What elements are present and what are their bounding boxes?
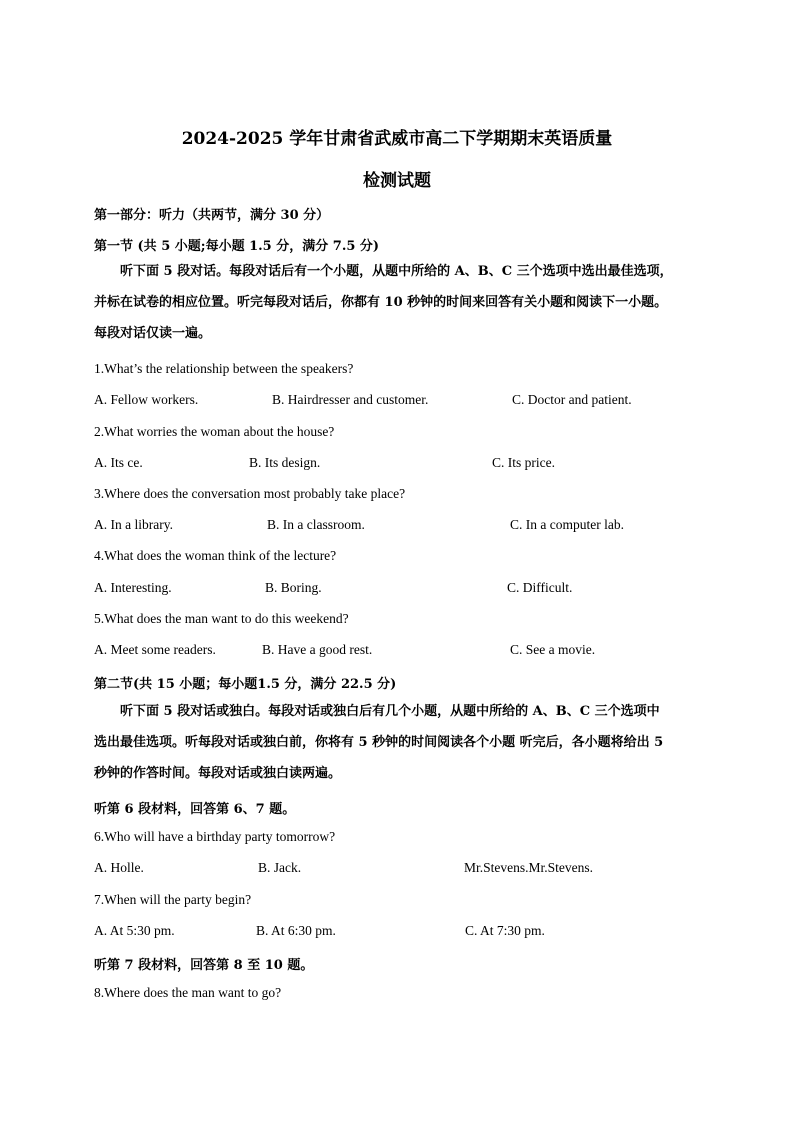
question-4-option-c: C. Difficult. bbox=[507, 580, 573, 595]
instruction-line: 听下面 5 段对话或独白。每段对话或独白后有几个小题，从题中所给的 A、B、C 三个选项中 bbox=[120, 704, 660, 719]
part1-heading: 第一部分：听力（共两节，满分 30 分） bbox=[94, 208, 330, 223]
question-3-option-c: C. In a computer lab. bbox=[510, 517, 624, 532]
question-2-option-c: C. Its price. bbox=[492, 455, 555, 470]
question-5-option-c: C. See a movie. bbox=[510, 642, 596, 657]
question-4-option-b: B. Boring. bbox=[265, 580, 322, 595]
question-7-option-a: A. At 5:30 pm. bbox=[94, 923, 175, 938]
question-3-option-a: A. In a library. bbox=[94, 517, 173, 532]
question-1-option-a: A. Fellow workers. bbox=[94, 392, 199, 407]
exam-title-line1: 2024-2025 学年甘肃省武威市高二下学期期末英语质量 bbox=[181, 129, 613, 149]
question-2: 2.What worries the woman about the house? bbox=[94, 424, 335, 439]
instruction-line: 听下面 5 段对话。每段对话后有一个小题，从题中所给的 A、B、C 三个选项中选出最佳选项， bbox=[120, 264, 673, 279]
question-2-option-b: B. Its design. bbox=[249, 455, 321, 470]
section2-instructions bbox=[94, 702, 706, 795]
material-6-heading: 听第 6 段材料，回答第 6、7 题。 bbox=[94, 802, 296, 817]
question-6-option-c: Mr.Stevens.Mr.Stevens. bbox=[464, 860, 594, 875]
instruction-line: 并标在试卷的相应位置。听完每段对话后，你都有 10 秒钟的时间来回答有关小题和阅读下一小题。 bbox=[94, 295, 668, 310]
question-8: 8.Where does the man want to go? bbox=[94, 985, 282, 1000]
question-3: 3.Where does the conversation most probably take place? bbox=[94, 486, 406, 501]
question-3-option-b: B. In a classroom. bbox=[267, 517, 365, 532]
question-5-option-a: A. Meet some readers. bbox=[94, 642, 216, 657]
question-7-option-c: C. At 7:30 pm. bbox=[465, 923, 545, 938]
question-7: 7.When will the party begin? bbox=[94, 892, 252, 907]
question-1-option-c: C. Doctor and patient. bbox=[512, 392, 632, 407]
question-5: 5.What does the man want to do this weekend? bbox=[94, 611, 349, 626]
question-2-option-a: A. Its ce. bbox=[94, 455, 143, 470]
question-6-option-a: A. Holle. bbox=[94, 860, 144, 875]
section1-instructions bbox=[94, 262, 706, 355]
instruction-line: 秒钟的作答时间。每段对话或独白读两遍。 bbox=[94, 766, 342, 781]
question-6: 6.Who will have a birthday party tomorrow? bbox=[94, 829, 336, 844]
question-1: 1.What’s the relationship between the speakers? bbox=[94, 361, 354, 376]
question-7-option-b: B. At 6:30 pm. bbox=[256, 923, 336, 938]
section1-heading: 第一节 (共 5 小题;每小题 1.5 分，满分 7.5 分) bbox=[94, 239, 380, 254]
question-4-option-a: A. Interesting. bbox=[94, 580, 172, 595]
question-1-option-b: B. Hairdresser and customer. bbox=[272, 392, 429, 407]
question-6-option-b: B. Jack. bbox=[258, 860, 302, 875]
question-4: 4.What does the woman think of the lecture? bbox=[94, 548, 337, 563]
instruction-line: 选出最佳选项。听每段对话或独白前，你将有 5 秒钟的时间阅读各个小题 听完后，各小题将给出 5 bbox=[94, 735, 664, 750]
instruction-line: 每段对话仅读一遍。 bbox=[94, 326, 212, 341]
exam-title-line2: 检测试题 bbox=[363, 171, 431, 191]
material-7-heading: 听第 7 段材料，回答第 8 至 10 题。 bbox=[94, 958, 314, 973]
section2-heading: 第二节(共 15 小题；每小题1.5 分，满分 22.5 分) bbox=[94, 677, 397, 692]
question-5-option-b: B. Have a good rest. bbox=[262, 642, 373, 657]
